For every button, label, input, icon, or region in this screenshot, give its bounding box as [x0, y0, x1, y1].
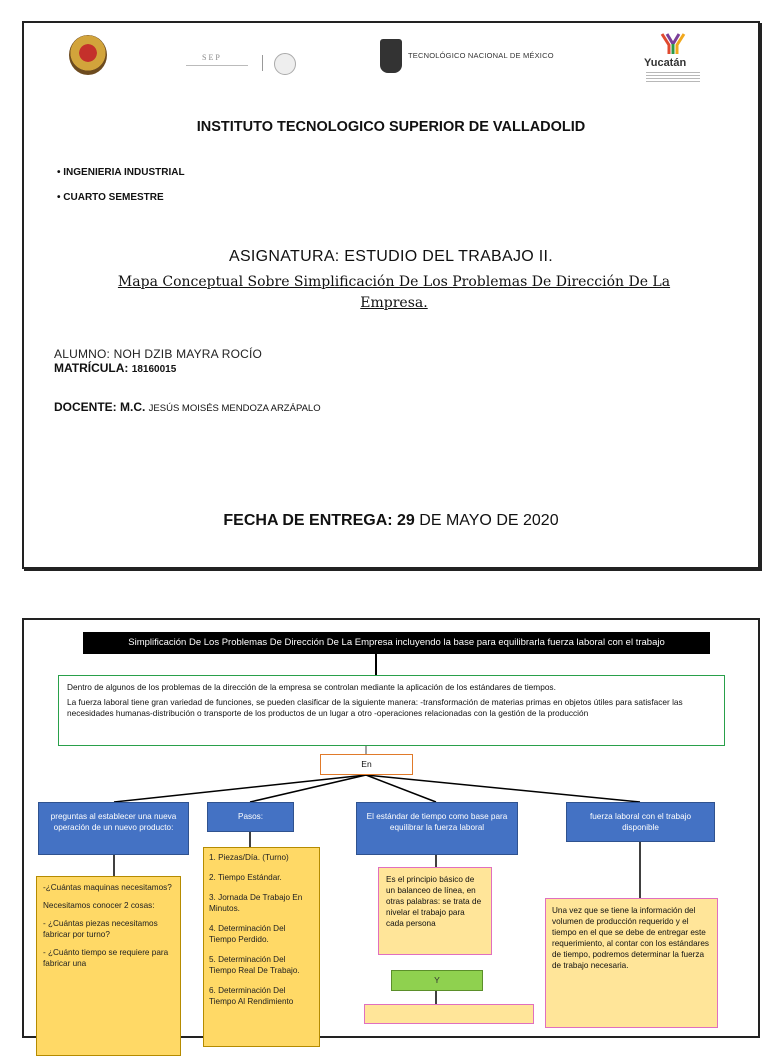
intro-box: [58, 675, 725, 746]
branch-workforce: fuerza laboral con el trabajo disponible: [566, 802, 715, 842]
concept-map-page: [22, 618, 760, 1038]
questions-box: [36, 876, 181, 1056]
teacher: [54, 400, 321, 414]
tecnm-logo-text: TECNOLÓGICO NACIONAL DE MÉXICO: [408, 51, 554, 60]
question-item: - ¿Cuánto tiempo se requiere para fabricar una: [43, 948, 169, 968]
step-item: 3. Jornada De Trabajo En Minutos.: [209, 893, 303, 913]
concept-map-header: Simplificación De Los Problemas De Dirección De La Empresa incluyendo la base para equilibrarla fuerza laboral con el trabajo: [83, 632, 710, 654]
step-item: 1. Piezas/Día. (Turno): [209, 853, 289, 862]
teacher-name: JESÚS MOISÉS MENDOZA ARZÁPALO: [148, 403, 321, 414]
institute-title: INSTITUTO TECNOLOGICO SUPERIOR DE VALLADOLID: [196, 119, 586, 135]
connector-en: En: [320, 754, 413, 775]
question-item: - ¿Cuántas piezas necesitamos fabricar por turno?: [43, 919, 158, 939]
question-item: Necesitamos conocer 2 cosas:: [43, 901, 155, 910]
student-name: ALUMNO: NOH DZIB MAYRA ROCÍO: [54, 347, 263, 361]
branch-time-standard: El estándar de tiempo como base para equilibrar la fuerza laboral: [356, 802, 518, 855]
tecnm-gear-icon: [380, 39, 402, 73]
subject-title: ASIGNATURA: ESTUDIO DEL TRABAJO II.: [228, 248, 554, 265]
intro-paragraph-1: Dentro de algunos de los problemas de la dirección de la empresa se controlan mediante la aplicación de los estándares de tiempos.: [67, 682, 556, 692]
due-date-rest: DE MAYO DE 2020: [414, 512, 559, 529]
step-item: 6. Determinación Del Tiempo Al Rendimiento: [209, 986, 294, 1006]
sep-logo-text: SEP: [202, 53, 222, 62]
step-item: 4. Determinación Del Tiempo Perdido.: [209, 924, 286, 944]
student-id: [54, 361, 176, 375]
next-concept-box: [364, 1004, 534, 1024]
branch-questions: preguntas al establecer una nueva operación de un nuevo producto:: [38, 802, 189, 855]
sep-logo-line: [186, 65, 248, 66]
step-item: 5. Determinación Del Tiempo Real De Trabajo.: [209, 955, 300, 975]
career-bullet: • INGENIERIA INDUSTRIAL: [57, 167, 185, 178]
principle-box: Es el principio básico de un balanceo de línea, en otras palabras: se trata de nivelar el trabajo para cada persona: [378, 867, 492, 955]
steps-box: [203, 847, 320, 1047]
sep-logo-divider: [262, 55, 263, 71]
yucatan-mark-icon: [658, 33, 688, 55]
step-item: 2. Tiempo Estándar.: [209, 873, 282, 882]
yucatan-logo: [642, 33, 702, 89]
due-date: [24, 512, 758, 530]
intro-paragraph-2: La fuerza laboral tiene gran variedad de funciones, se pueden clasificar de la siguiente manera: -transformación de materias primas en objetos útiles para satisfacer las necesidades humanas-distribución o transporte de los productos de un lugar a otro -operaciones relacionadas con la gestión de la producción: [67, 697, 683, 718]
concept-map-title: Mapa Conceptual Sobre Simplificación De Los Problemas De Dirección De La Empresa.: [117, 274, 671, 311]
institute-shield-logo: [69, 35, 107, 75]
sep-logo: [184, 49, 314, 75]
semester-bullet: • CUARTO SEMESTRE: [57, 192, 164, 203]
yucatan-logo-subtitle: [646, 72, 700, 84]
due-date-label: FECHA DE ENTREGA:: [223, 512, 398, 529]
branch-steps: Pasos:: [207, 802, 294, 832]
yucatan-logo-text: Yucatán: [644, 57, 687, 69]
national-seal-icon: [274, 53, 296, 75]
cover-page: [22, 21, 760, 569]
workforce-info-box: Una vez que se tiene la información del volumen de producción requerido y el tiempo en el que se debe de entregar este requerimiento, al contar con los estándares de tiempo, podremos determinar la fuerza de trabajo necesaria.: [545, 898, 718, 1028]
question-item: -¿Cuántas maquinas necesitamos?: [43, 883, 172, 892]
due-date-day: 29: [397, 512, 415, 529]
teacher-label: DOCENTE: M.C.: [54, 400, 149, 414]
student-id-value: 18160015: [131, 364, 177, 375]
tecnm-logo: [380, 39, 590, 75]
student-id-label: MATRÍCULA:: [54, 361, 132, 375]
connector-y: Y: [391, 970, 483, 991]
